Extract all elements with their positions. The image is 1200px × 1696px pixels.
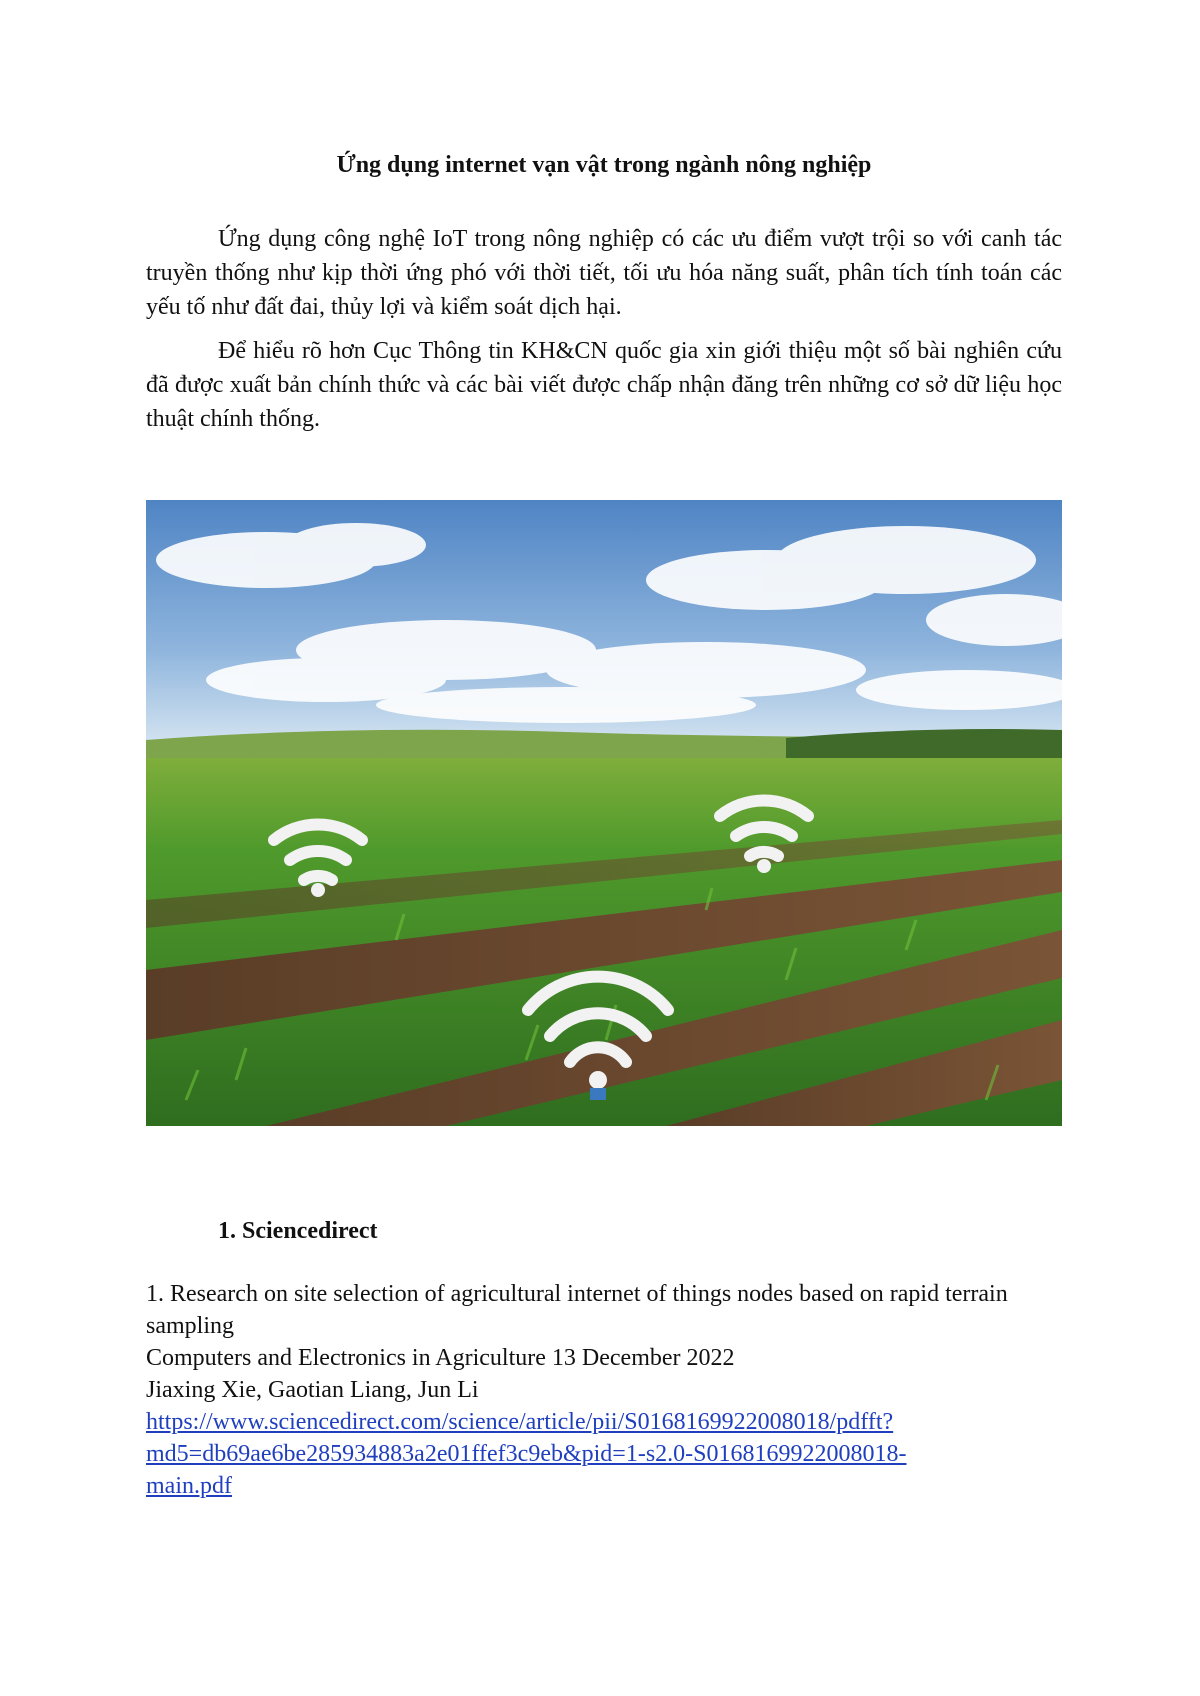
reference-title: 1. Research on site selection of agricultural internet of things nodes based on rapid terrain sampling xyxy=(146,1281,1008,1339)
iot-field-image xyxy=(146,500,1062,1126)
reference-link-line-1[interactable]: https://www.sciencedirect.com/science/article/pii/S0168169922008018/pdfft? xyxy=(146,1409,894,1435)
reference-authors: Jiaxing Xie, Gaotian Liang, Jun Li xyxy=(146,1377,479,1403)
reference-link-line-2[interactable]: md5=db69ae6be285934883a2e01ffef3c9eb&pid=1-s2.0-S0168169922008018- xyxy=(146,1441,907,1467)
section-heading-sciencedirect: 1. Sciencedirect xyxy=(218,1218,378,1244)
context-paragraph: Để hiểu rõ hơn Cục Thông tin KH&CN quốc gia xin giới thiệu một số bài nghiên cứu đã được xuất bản chính thức và các bài viết được chấp nhận đăng trên những cơ sở dữ liệu học thuật chính thống. xyxy=(146,338,1062,432)
reference-entry xyxy=(146,1278,1062,1502)
reference-journal: Computers and Electronics in Agriculture 13 December 2022 xyxy=(146,1345,735,1371)
intro-paragraph: Ứng dụng công nghệ IoT trong nông nghiệp có các ưu điểm vượt trội so với canh tác truyền thống như kịp thời ứng phó với thời tiết, tối ưu hóa năng suất, phân tích tính toán các yếu tố như đất đai, thủy lợi và kiểm soát dịch hại. xyxy=(146,226,1062,320)
reference-link-line-3[interactable]: main.pdf xyxy=(146,1473,232,1499)
document-title: Ứng dụng internet vạn vật trong ngành nông nghiệp xyxy=(336,152,872,178)
